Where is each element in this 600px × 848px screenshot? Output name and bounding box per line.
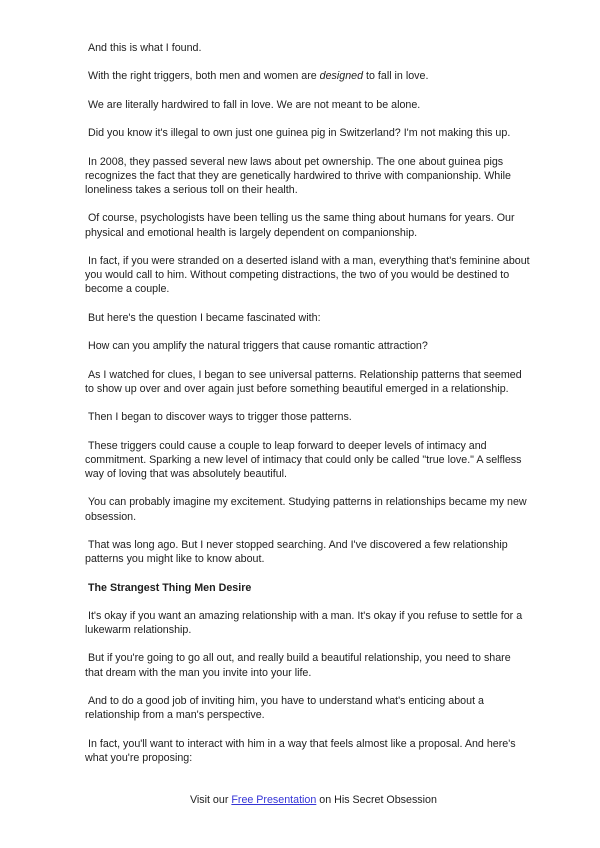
free-presentation-link[interactable]: Free Presentation [231,794,317,807]
text-run: to fall in love. [363,70,429,83]
emphasized-text: designed [319,70,364,83]
paragraph: In 2008, they passed several new laws about pet ownership. The one about guinea pigs recognizes the fact that they are genetically hardwired to thrive with companionship. While loneliness takes a serious toll on their health. [85,155,514,196]
paragraph: Then I began to discover ways to trigger those patterns. [85,411,352,424]
paragraph: And this is what I found. [85,42,202,54]
paragraph: In fact, if you were stranded on a deserted island with a man, everything that's feminine about you would call to him. Without competing distractions, the two of you would be destined to become a couple. [85,254,533,296]
paragraph: But if you're going to go all out, and really build a beautiful relationship, you need to share that dream with the man you invite into your life. [85,652,514,679]
text-run: With the right triggers, both men and women are [85,70,320,83]
section-heading: The Strangest Thing Men Desire [85,581,252,594]
paragraph: As I watched for clues, I began to see universal patterns. Relationship patterns that seemed to show up over and over again just before something beautiful emerged in a relationship. [85,368,525,395]
footer-prefix-text: Visit our [189,794,232,807]
paragraph: In fact, you'll want to interact with him in a way that feels almost like a proposal. And here's what you're proposing: [85,737,519,764]
paragraph: Of course, psychologists have been telling us the same thing about humans for years. Our physical and emotional health is largely dependent on companionship. [85,212,518,239]
footer-note [85,779,530,822]
footer-suffix-text: on His Secret Obsession [316,794,437,807]
paragraph: It's okay if you want an amazing relationship with a man. It's okay if you refuse to settle for a lukewarm relationship. [85,609,526,637]
paragraph: We are literally hardwired to fall in love. We are not meant to be alone. [85,98,421,111]
paragraph: These triggers could cause a couple to leap forward to deeper levels of intimacy and commitment. Sparking a new level of intimacy that could only be called "true love." A selfless way of loving that was absolutely beautiful. [85,439,525,480]
paragraph: How can you amplify the natural triggers that cause romantic attraction? [85,340,428,353]
paragraph: That was long ago. But I never stopped searching. And I've discovered a few relationship patterns you might like to know about. [85,538,511,566]
paragraph: Did you know it's illegal to own just one guinea pig in Switzerland? I'm not making this up. [85,127,511,140]
paragraph: But here's the question I became fascinated with: [85,311,321,324]
paragraph [85,69,530,83]
paragraph: And to do a good job of inviting him, you have to understand what's enticing about a relationship from a man's perspective. [85,695,487,722]
paragraph: You can probably imagine my excitement. Studying patterns in relationships became my new obsession. [85,496,530,523]
